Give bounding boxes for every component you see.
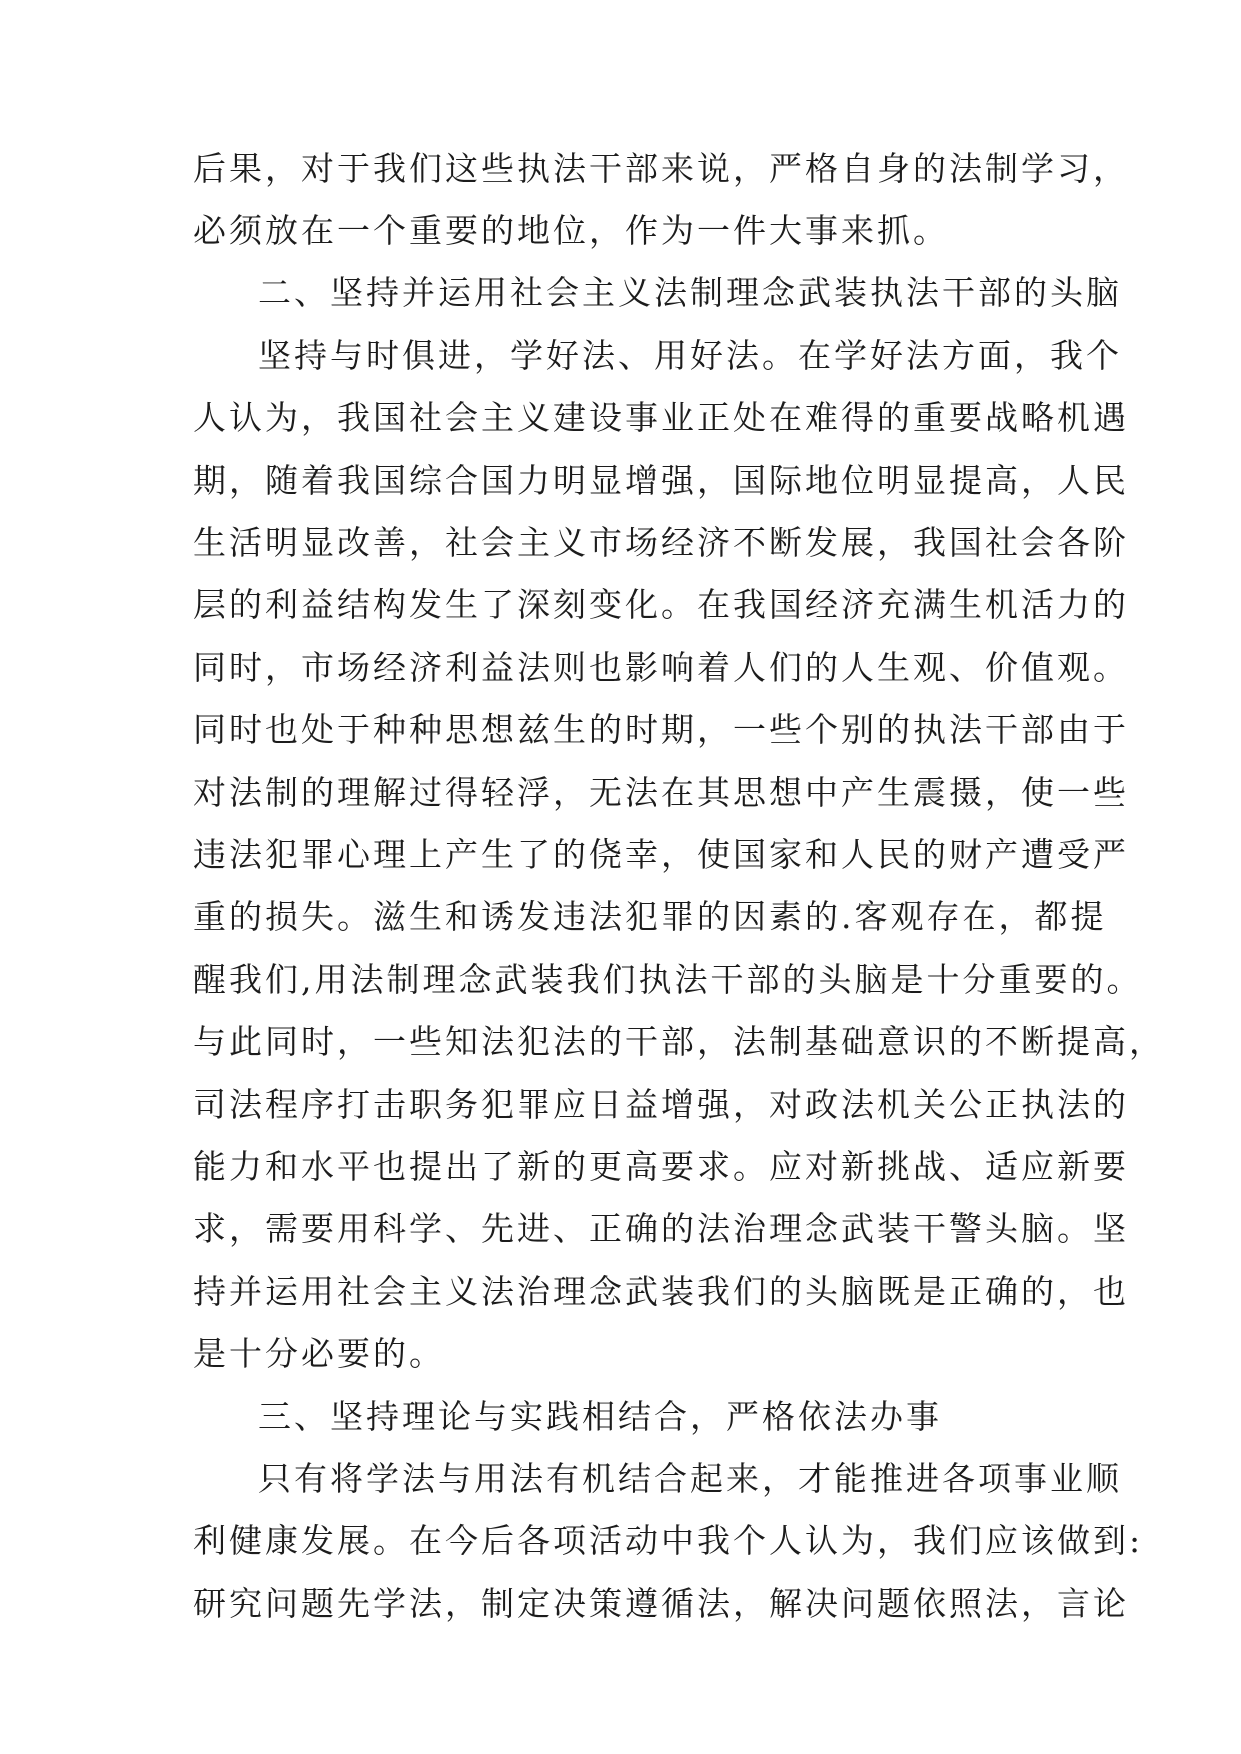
text-line: 生活明显改善，社会主义市场经济不断发展，我国社会各阶 — [193, 523, 1129, 562]
text-line: 研究问题先学法，制定决策遵循法，解决问题依照法，言论 — [193, 1584, 1129, 1623]
text-line: 人认为，我国社会主义建设事业正处在难得的重要战略机遇 — [193, 398, 1129, 437]
text-line: 是十分必要的。 — [193, 1334, 445, 1373]
text-line: 与此同时，一些知法犯法的干部，法制基础意识的不断提高， — [193, 1022, 1165, 1061]
text-line: 能力和水平也提出了新的更高要求。应对新挑战、适应新要 — [193, 1147, 1129, 1186]
text-line: 坚持与时俱进，学好法、用好法。在学好法方面，我个 — [258, 336, 1122, 375]
text-line: 醒我们,用法制理念武装我们执法干部的头脑是十分重要的。 — [193, 960, 1143, 999]
section-heading: 三、坚持理论与实践相结合，严格依法办事 — [258, 1397, 942, 1436]
text-line: 违法犯罪心理上产生了的侥幸，使国家和人民的财产遭受严 — [193, 835, 1129, 874]
section-heading: 二、坚持并运用社会主义法制理念武装执法干部的头脑 — [258, 273, 1122, 312]
text-line: 同时，市场经济利益法则也影响着人们的人生观、价值观。 — [193, 648, 1129, 687]
text-line: 对法制的理解过得轻浮，无法在其思想中产生震摄，使一些 — [193, 773, 1129, 812]
text-line: 持并运用社会主义法治理念武装我们的头脑既是正确的，也 — [193, 1272, 1129, 1311]
text-line: 司法程序打击职务犯罪应日益增强，对政法机关公正执法的 — [193, 1085, 1129, 1124]
text-line: 后果，对于我们这些执法干部来说，严格自身的法制学习， — [193, 149, 1129, 188]
text-line: 必须放在一个重要的地位，作为一件大事来抓。 — [193, 211, 949, 250]
text-line: 同时也处于种种思想兹生的时期，一些个别的执法干部由于 — [193, 710, 1129, 749]
text-line: 只有将学法与用法有机结合起来，才能推进各项事业顺 — [258, 1459, 1122, 1498]
text-line: 期，随着我国综合国力明显增强，国际地位明显提高，人民 — [193, 461, 1129, 500]
text-line: 重的损失。滋生和诱发违法犯罪的因素的.客观存在，都提 — [193, 897, 1107, 936]
text-line: 求，需要用科学、先进、正确的法治理念武装干警头脑。坚 — [193, 1209, 1129, 1248]
text-line: 利健康发展。在今后各项活动中我个人认为，我们应该做到: — [193, 1521, 1144, 1560]
text-line: 层的利益结构发生了深刻变化。在我国经济充满生机活力的 — [193, 585, 1129, 624]
